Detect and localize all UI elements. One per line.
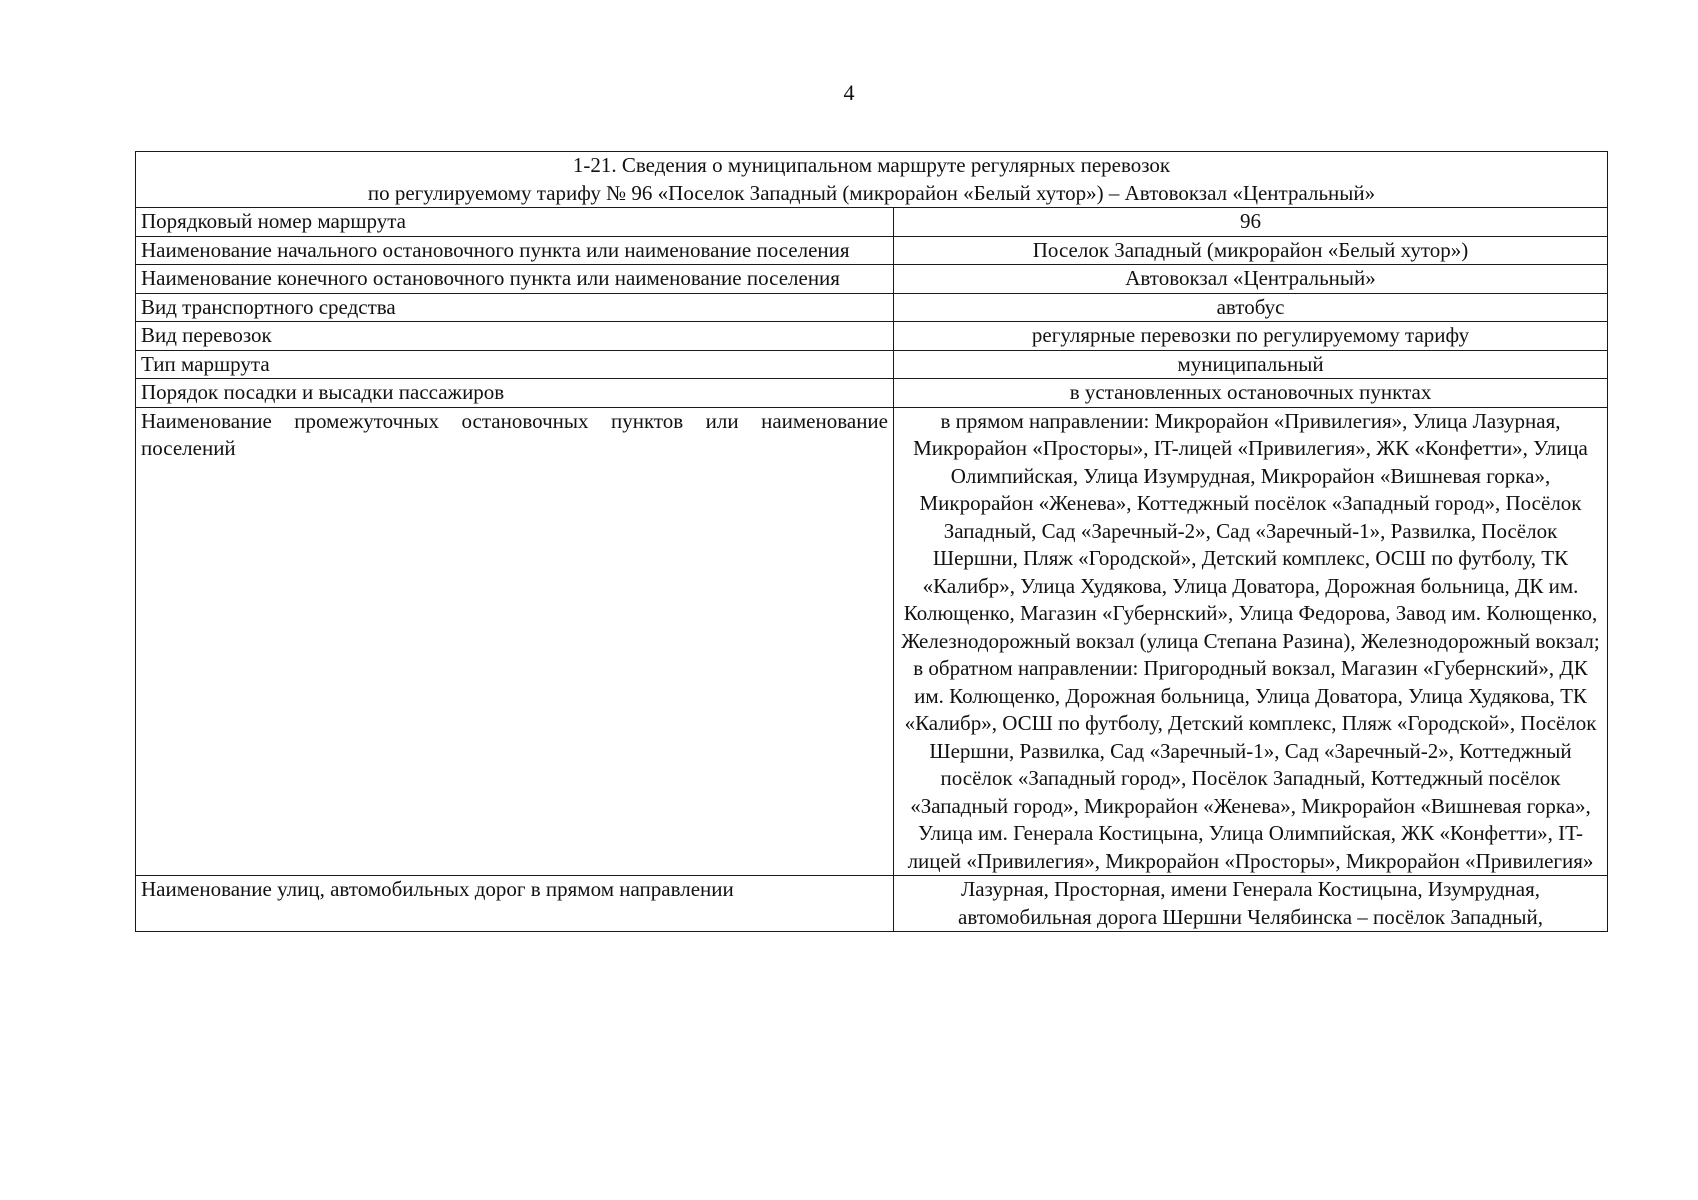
table-row-vehicle-type xyxy=(136,293,1608,322)
table-row-intermediate-stops xyxy=(136,407,1608,876)
route-info-table xyxy=(135,151,1608,932)
table-row-transport-kind xyxy=(136,322,1608,351)
row-value: в установленных остановочных пунктах xyxy=(894,379,1608,408)
row-value xyxy=(894,407,1608,876)
table-title xyxy=(136,152,1608,208)
table-row-streets-forward xyxy=(136,876,1608,932)
row-value: 96 xyxy=(894,208,1608,237)
row-value: Лазурная, Просторная, имени Генерала Костицына, Изумрудная, автомобильная дорога Шершни Челябинска – посёлок Западный, xyxy=(894,876,1608,932)
table-title-line-2: по регулируемому тарифу № 96 «Поселок Западный (микрорайон «Белый хутор») – Автовокзал «Центральный» xyxy=(367,180,1376,205)
row-value: автобус xyxy=(894,293,1608,322)
row-label: Порядковый номер маршрута xyxy=(136,208,894,237)
table-row-start-stop xyxy=(136,236,1608,265)
row-label: Порядок посадки и высадки пассажиров xyxy=(136,379,894,408)
row-label: Наименование промежуточных остановочных пунктов или наименование поселений xyxy=(136,407,894,876)
row-label: Наименование конечного остановочного пункта или наименование поселения xyxy=(136,265,894,294)
row-label: Вид перевозок xyxy=(136,322,894,351)
stops-forward-direction: в прямом направлении: Микрорайон «Привилегия», Улица Лазурная, Микрорайон «Просторы», IT-лицей «Привилегия», ЖК «Конфетти», Улица Олимпийская, Улица Изумрудная, Микрорайон «Вишневая горка», Микрорайон «Женева», Коттеджный посёлок «Западный город», Посёлок Западный, Сад «Заречный-2», Сад «Заречный-1», Развилка, Посёлок Шершни, Пляж «Городской», Детский комплекс, ОСШ по футболу, ТК «Калибр», Улица Худякова, Улица Доватора, Дорожная больница, ДК им. Колющенко, Магазин «Губернский», Улица Федорова, Завод им. Колющенко, Железнодорожный вокзал (улица Степана Разина), Железнодорожный вокзал; xyxy=(901,408,1600,653)
row-label: Тип маршрута xyxy=(136,350,894,379)
row-value: муниципальный xyxy=(894,350,1608,379)
row-label: Наименование улиц, автомобильных дорог в прямом направлении xyxy=(136,876,894,932)
row-value: Поселок Западный (микрорайон «Белый хутор») xyxy=(894,236,1608,265)
row-value: регулярные перевозки по регулируемому тарифу xyxy=(894,322,1608,351)
row-value: Автовокзал «Центральный» xyxy=(894,265,1608,294)
table-row-end-stop xyxy=(136,265,1608,294)
page-number: 4 xyxy=(843,80,855,105)
table-row-route-type xyxy=(136,350,1608,379)
table-title-row xyxy=(136,152,1608,208)
table-row-route-number xyxy=(136,208,1608,237)
stops-backward-direction: в обратном направлении: Пригородный вокзал, Магазин «Губернский», ДК им. Колющенко, Дорожная больница, Улица Доватора, Улица Худякова, ТК «Калибр», ОСШ по футболу, Детский комплекс, Пляж «Городской», Посёлок Шершни, Развилка, Сад «Заречный-1», Сад «Заречный-2», Коттеджный посёлок «Западный город», Посёлок Западный, Коттеджный посёлок «Западный город», Микрорайон «Женева», Микрорайон «Вишневая горка», Улица им. Генерала Костицына, Улица Олимпийская, ЖК «Конфетти», IT-лицей «Привилегия», Микрорайон «Просторы», Микрорайон «Привилегия» xyxy=(904,656,1597,873)
row-label: Наименование начального остановочного пункта или наименование поселения xyxy=(136,236,894,265)
row-label: Вид транспортного средства xyxy=(136,293,894,322)
table-title-line-1: 1-21. Сведения о муниципальном маршруте регулярных перевозок xyxy=(572,153,1171,177)
table-row-boarding-order xyxy=(136,379,1608,408)
